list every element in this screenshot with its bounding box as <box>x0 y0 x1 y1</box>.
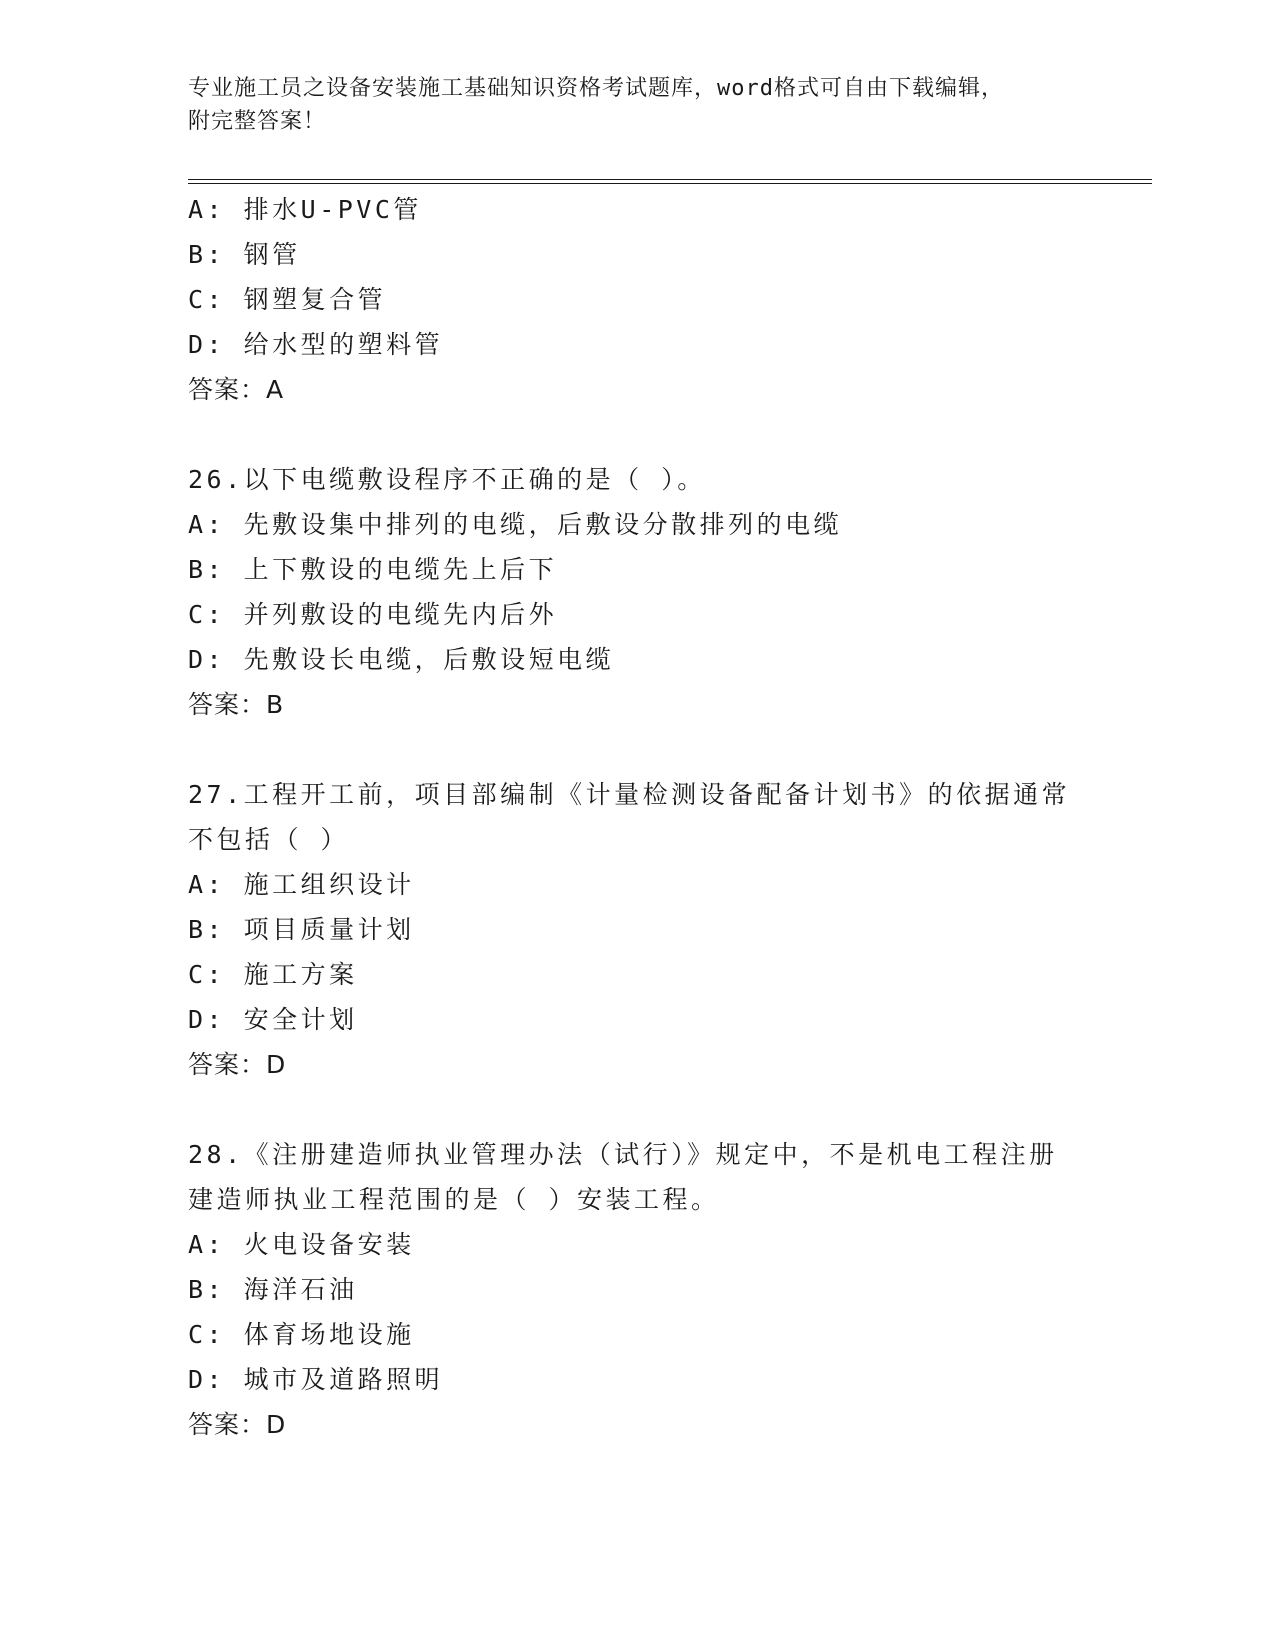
q28-answer: 答案：D <box>188 1410 287 1439</box>
header-divider-bottom <box>188 183 1152 184</box>
q28-option-c: C: 体育场地设施 <box>188 1320 415 1349</box>
q25-option-b: B: 钢管 <box>188 240 301 269</box>
q25-option-c: C: 钢塑复合管 <box>188 285 387 314</box>
q27-option-d: D: 安全计划 <box>188 1005 358 1034</box>
q26-stem: 26.以下电缆敷设程序不正确的是（ ）。 <box>188 465 706 494</box>
q27-option-c: C: 施工方案 <box>188 960 358 989</box>
q27-option-a: A: 施工组织设计 <box>188 870 415 899</box>
q26-option-d: D: 先敷设长电缆，后敷设短电缆 <box>188 645 615 674</box>
header-divider-top <box>188 179 1152 180</box>
q27-answer: 答案：D <box>188 1050 287 1079</box>
q27-stem-line-2: 不包括（ ） <box>188 825 350 854</box>
q28-stem-line-1: 28.《注册建造师执业管理办法（试行）》规定中，不是机电工程注册 <box>188 1140 1058 1169</box>
q26-option-a: A: 先敷设集中排列的电缆，后敷设分散排列的电缆 <box>188 510 843 539</box>
q26-option-c: C: 并列敷设的电缆先内后外 <box>188 600 558 629</box>
q25-answer: 答案：A <box>188 375 285 404</box>
q28-option-b: B: 海洋石油 <box>188 1275 358 1304</box>
q28-option-a: A: 火电设备安装 <box>188 1230 415 1259</box>
q27-stem-line-1: 27.工程开工前，项目部编制《计量检测设备配备计划书》的依据通常 <box>188 780 1071 809</box>
q26-option-b: B: 上下敷设的电缆先上后下 <box>188 555 558 584</box>
q25-option-d: D: 给水型的塑料管 <box>188 330 444 359</box>
header-line-2: 附完整答案！ <box>188 109 327 134</box>
q28-stem-line-2: 建造师执业工程范围的是（ ）安装工程。 <box>188 1185 720 1214</box>
document-header <box>188 72 1068 138</box>
q28-option-d: D: 城市及道路照明 <box>188 1365 444 1394</box>
header-line-1: 专业施工员之设备安装施工基础知识资格考试题库，word格式可自由下载编辑， <box>188 76 1004 101</box>
q27-option-b: B: 项目质量计划 <box>188 915 415 944</box>
q25-option-a: A: 排水U-PVC管 <box>188 195 422 224</box>
q26-answer: 答案：B <box>188 690 285 719</box>
